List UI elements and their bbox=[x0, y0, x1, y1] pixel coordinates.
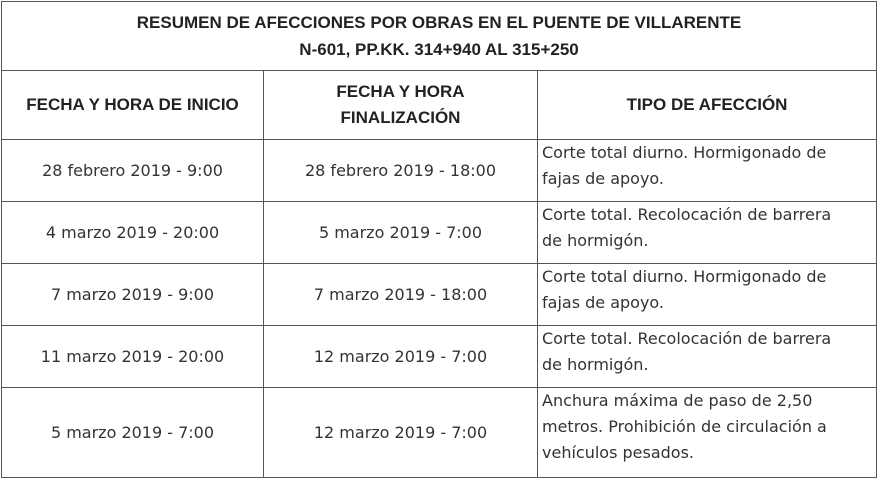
start-datetime: 7 marzo 2019 - 9:00 bbox=[2, 264, 264, 326]
title-line-1: RESUMEN DE AFECCIONES POR OBRAS EN EL PUENTE DE VILLARENTE bbox=[136, 13, 742, 32]
header-row bbox=[2, 71, 877, 140]
affection-type-line: vehículos pesados. bbox=[542, 443, 694, 462]
end-datetime: 12 marzo 2019 - 7:00 bbox=[264, 326, 538, 388]
start-datetime: 11 marzo 2019 - 20:00 bbox=[2, 326, 264, 388]
end-datetime: 28 febrero 2019 - 18:00 bbox=[264, 140, 538, 202]
table-title bbox=[2, 2, 877, 71]
affection-type bbox=[538, 202, 877, 264]
affection-type-line: Corte total. Recolocación de barrera bbox=[542, 329, 832, 348]
start-datetime: 5 marzo 2019 - 7:00 bbox=[2, 388, 264, 478]
start-datetime: 28 febrero 2019 - 9:00 bbox=[2, 140, 264, 202]
affections-table bbox=[1, 1, 877, 478]
title-row bbox=[2, 2, 877, 71]
table-row bbox=[2, 202, 877, 264]
start-datetime: 4 marzo 2019 - 20:00 bbox=[2, 202, 264, 264]
affection-type-line: metros. Prohibición de circulación a bbox=[542, 417, 827, 436]
end-datetime: 7 marzo 2019 - 18:00 bbox=[264, 264, 538, 326]
end-datetime: 12 marzo 2019 - 7:00 bbox=[264, 388, 538, 478]
affection-type-line: de hormigón. bbox=[542, 231, 649, 250]
table-row bbox=[2, 388, 877, 478]
column-header-type: TIPO DE AFECCIÓN bbox=[538, 71, 877, 140]
column-header-start: FECHA Y HORA DE INICIO bbox=[2, 71, 264, 140]
affection-type-line: fajas de apoyo. bbox=[542, 293, 665, 312]
table-row bbox=[2, 326, 877, 388]
affection-type-line: fajas de apoyo. bbox=[542, 169, 665, 188]
table-row bbox=[2, 264, 877, 326]
title-line-2: N-601, PP.KK. 314+940 AL 315+250 bbox=[299, 40, 579, 59]
affection-type-line: Anchura máxima de paso de 2,50 bbox=[542, 391, 813, 410]
column-header-end bbox=[264, 71, 538, 140]
affection-type bbox=[538, 140, 877, 202]
column-header-end-line-2: FINALIZACIÓN bbox=[340, 108, 461, 127]
affection-type bbox=[538, 388, 877, 478]
affection-type bbox=[538, 326, 877, 388]
column-header-end-line-1: FECHA Y HORA bbox=[336, 82, 465, 101]
affection-type-line: Corte total diurno. Hormigonado de bbox=[542, 143, 827, 162]
affection-type bbox=[538, 264, 877, 326]
table-row bbox=[2, 140, 877, 202]
affection-type-line: de hormigón. bbox=[542, 355, 649, 374]
end-datetime: 5 marzo 2019 - 7:00 bbox=[264, 202, 538, 264]
affection-type-line: Corte total diurno. Hormigonado de bbox=[542, 267, 827, 286]
affection-type-line: Corte total. Recolocación de barrera bbox=[542, 205, 832, 224]
